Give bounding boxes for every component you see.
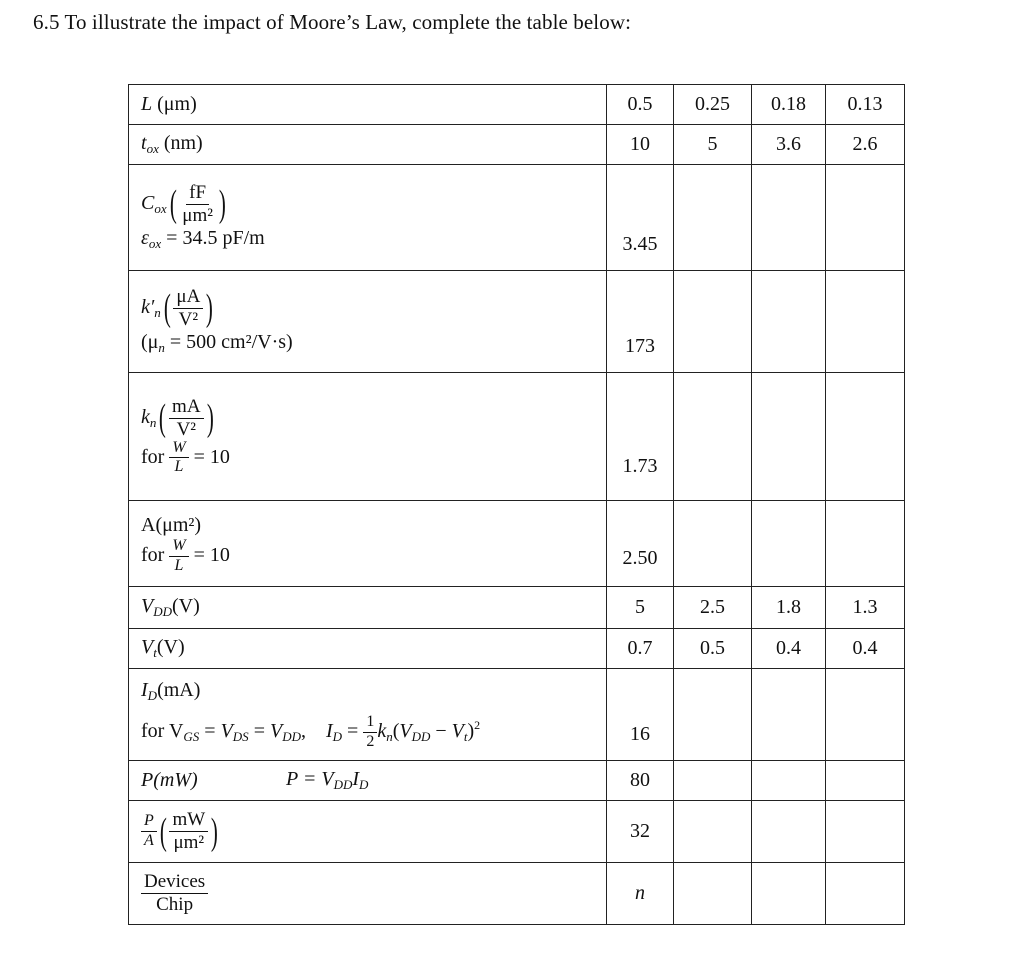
cell-devices-3 — [826, 863, 905, 925]
cell-kn-0: 1.73 — [607, 373, 674, 501]
table-row-tox — [129, 125, 905, 165]
cell-area-0: 2.50 — [607, 501, 674, 587]
row-label-power-density: $\frac{P}{A}$ ( $\frac{mW}{\text{μm²}}$ ) — [129, 801, 607, 863]
problem-heading: 6.5 To illustrate the impact of Moore’s Law, complete the table below: — [33, 10, 632, 34]
row-label-area: A(μm²) for $\frac{W}{L}$ = 10 — [129, 501, 607, 587]
table-row-area — [129, 501, 905, 587]
cell-l-2: 0.18 — [752, 85, 826, 125]
cell-vt-1: 0.5 — [674, 629, 752, 669]
cell-tox-2: 3.6 — [752, 125, 826, 165]
cell-vt-2: 0.4 — [752, 629, 826, 669]
cell-kn-prime-0: 173 — [607, 271, 674, 373]
cell-l-1: 0.25 — [674, 85, 752, 125]
cell-vdd-1: 2.5 — [674, 587, 752, 629]
cell-kn-3 — [826, 373, 905, 501]
table-row-power — [129, 761, 905, 801]
table-row-id — [129, 669, 905, 761]
cell-cox-2 — [752, 165, 826, 271]
table-row-vt — [129, 629, 905, 669]
cell-kn-prime-2 — [752, 271, 826, 373]
cell-kn-prime-3 — [826, 271, 905, 373]
cell-devices-1 — [674, 863, 752, 925]
cell-tox-0: 10 — [607, 125, 674, 165]
cell-kn-1 — [674, 373, 752, 501]
cell-tox-1: 5 — [674, 125, 752, 165]
cell-cox-0: 3.45 — [607, 165, 674, 271]
cell-power-2 — [752, 761, 826, 801]
row-label-tox: $t_{ox}$ (nm) — [129, 125, 607, 165]
cell-kn-2 — [752, 373, 826, 501]
cell-id-0: 16 — [607, 669, 674, 761]
cell-power-1 — [674, 761, 752, 801]
cell-cox-3 — [826, 165, 905, 271]
row-label-l: L (μm) — [129, 85, 607, 125]
cell-power-0: 80 — [607, 761, 674, 801]
table-row-vdd — [129, 587, 905, 629]
cell-pa-3 — [826, 801, 905, 863]
cell-power-3 — [826, 761, 905, 801]
cell-id-3 — [826, 669, 905, 761]
cell-tox-3: 2.6 — [826, 125, 905, 165]
cell-vdd-3: 1.3 — [826, 587, 905, 629]
row-label-vt: $V_t(V)$ — [129, 629, 607, 669]
moore-law-table — [128, 84, 905, 925]
cell-vdd-2: 1.8 — [752, 587, 826, 629]
cell-devices-2 — [752, 863, 826, 925]
table-row-devices-per-chip — [129, 863, 905, 925]
cell-vdd-0: 5 — [607, 587, 674, 629]
cell-devices-0: n — [607, 863, 674, 925]
cell-vt-3: 0.4 — [826, 629, 905, 669]
table-row-cox — [129, 165, 905, 271]
cell-vt-0: 0.7 — [607, 629, 674, 669]
cell-l-3: 0.13 — [826, 85, 905, 125]
cell-kn-prime-1 — [674, 271, 752, 373]
cell-id-2 — [752, 669, 826, 761]
row-label-kn: $k_n$( $\frac{mA}{\text{V²}}$ ) for $\frac{W}{L}$ = 10 — [129, 373, 607, 501]
row-label-vdd: $V_{DD}(V)$ — [129, 587, 607, 629]
row-label-id: $I_D(mA)$ for $V_{GS} = V_{DS} = V_{DD}$, $I_D$ = $\frac{1}{2}$ $k_n(V_{DD} - V_t)^2$ — [129, 669, 607, 761]
cell-area-3 — [826, 501, 905, 587]
table-row-kn-prime — [129, 271, 905, 373]
row-label-kn-prime: $k'_n$( $\frac{\mu A}{\text{V²}}$ ) ($\mu_n = 500$ cm²/V·s) — [129, 271, 607, 373]
table-row-kn — [129, 373, 905, 501]
cell-pa-2 — [752, 801, 826, 863]
table-row-l — [129, 85, 905, 125]
cell-cox-1 — [674, 165, 752, 271]
row-label-cox: $C_{ox}$( $\frac{fF}{\text{μm²}}$ ) $\varepsilon_{ox} = 34.5$ pF/m — [129, 165, 607, 271]
cell-pa-0: 32 — [607, 801, 674, 863]
table-row-power-density — [129, 801, 905, 863]
row-label-power: P(mW) $P = V_{DD}I_D$ — [129, 761, 607, 801]
cell-pa-1 — [674, 801, 752, 863]
row-label-devices-per-chip: $\frac{\text{Devices}}{\text{Chip}}$ — [129, 863, 607, 925]
cell-area-2 — [752, 501, 826, 587]
cell-l-0: 0.5 — [607, 85, 674, 125]
cell-id-1 — [674, 669, 752, 761]
cell-area-1 — [674, 501, 752, 587]
